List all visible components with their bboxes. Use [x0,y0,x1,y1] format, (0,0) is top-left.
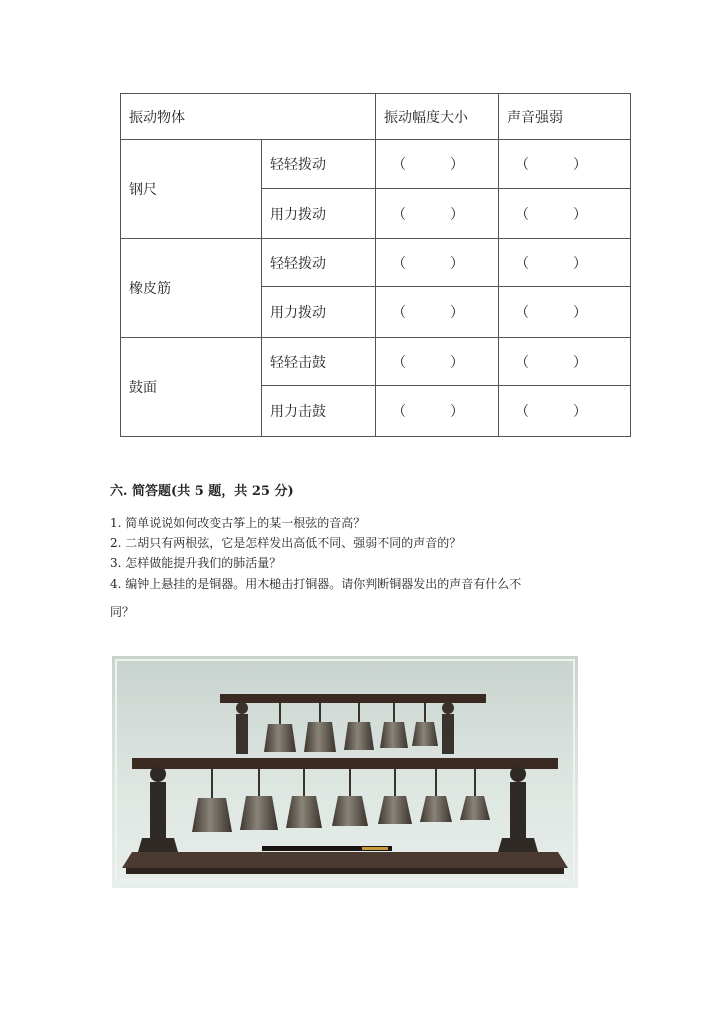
loudness-blank[interactable]: （ ） [499,239,631,287]
section-title: 六. 简答题(共 5 题，共 25 分) [110,484,294,499]
action-cell: 轻轻击鼓 [262,338,376,386]
amplitude-blank[interactable]: （ ） [376,287,499,338]
question-4-continuation: 同？ [110,605,135,619]
amplitude-blank[interactable]: （ ） [376,239,499,287]
loudness-blank[interactable]: （ ） [499,287,631,338]
question-list [110,513,610,595]
action-cell: 用力击鼓 [262,386,376,437]
amplitude-blank[interactable]: （ ） [376,140,499,189]
loudness-blank[interactable]: （ ） [499,140,631,189]
question-3: 3. 怎样做能提升我们的肺活量？ [110,556,282,570]
vibration-table [120,93,631,437]
object-drum-head: 鼓面 [121,338,262,437]
amplitude-blank[interactable]: （ ） [376,338,499,386]
action-cell: 轻轻拨动 [262,140,376,189]
loudness-blank[interactable]: （ ） [499,189,631,239]
object-steel-ruler: 钢尺 [121,140,262,239]
bianzhong-bells-photo [112,656,578,888]
question-2: 2. 二胡只有两根弦，它是怎样发出高低不同、强弱不同的声音的？ [110,536,462,550]
loudness-blank[interactable]: （ ） [499,338,631,386]
question-1: 1. 简单说说如何改变古筝上的某一根弦的音高？ [110,516,366,530]
header-object: 振动物体 [121,94,376,140]
loudness-blank[interactable]: （ ） [499,386,631,437]
amplitude-blank[interactable]: （ ） [376,189,499,239]
action-cell: 轻轻拨动 [262,239,376,287]
header-loudness: 声音强弱 [499,94,631,140]
action-cell: 用力拨动 [262,287,376,338]
action-cell: 用力拨动 [262,189,376,239]
question-4: 4. 编钟上悬挂的是铜器。用木槌击打铜器。请你判断铜器发出的声音有什么不 [110,577,522,591]
amplitude-blank[interactable]: （ ） [376,386,499,437]
object-rubber-band: 橡皮筋 [121,239,262,338]
header-amplitude: 振动幅度大小 [376,94,499,140]
